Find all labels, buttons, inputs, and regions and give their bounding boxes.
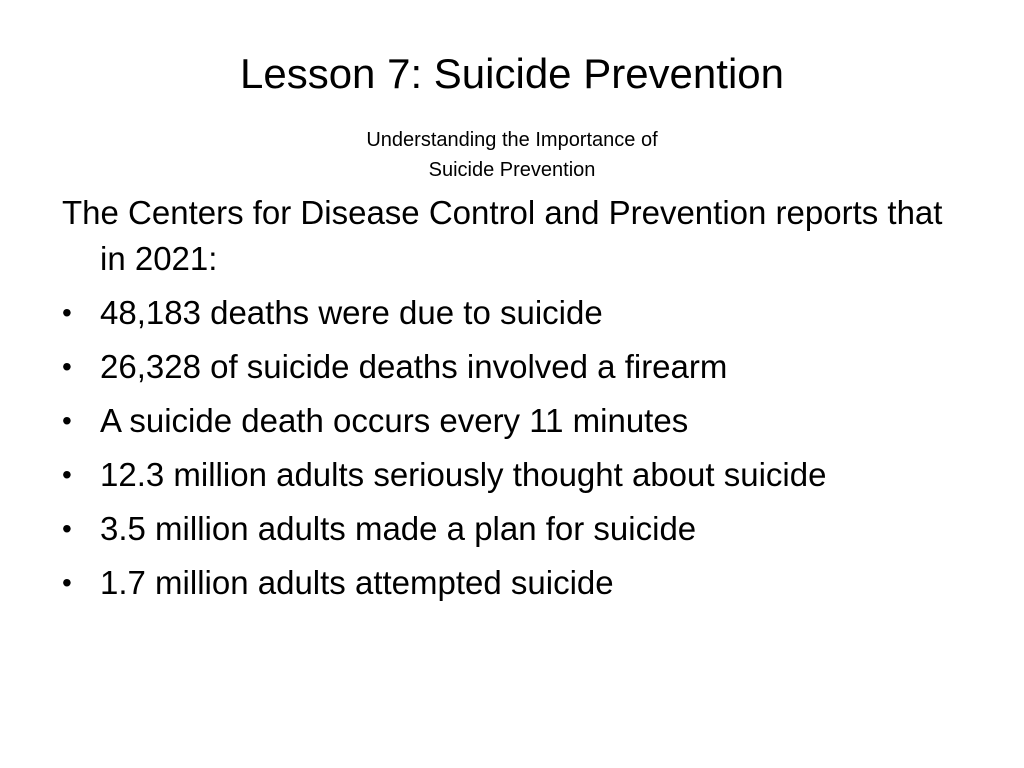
- slide-subtitle: [312, 125, 712, 185]
- slide-title: Lesson 7: Suicide Prevention: [239, 50, 784, 97]
- bullet-item: [62, 398, 962, 444]
- bullet-item: [62, 344, 962, 390]
- bullet-item: [62, 506, 962, 552]
- bullet-icon: •: [62, 567, 72, 598]
- subtitle-line-2: Suicide Prevention: [428, 159, 596, 181]
- slide-body: [62, 190, 962, 614]
- bullet-icon: •: [62, 351, 72, 382]
- bullet-item: [62, 452, 962, 498]
- bullet-icon: •: [62, 513, 72, 544]
- bullet-icon: •: [62, 297, 72, 328]
- subtitle-line-1: Understanding the Importance of: [366, 129, 658, 151]
- bullet-icon: •: [62, 459, 72, 490]
- intro-text: The Centers for Disease Control and Prevention reports that in 2021:: [62, 194, 943, 277]
- bullet-list: [62, 290, 962, 606]
- bullet-text: 3.5 million adults made a plan for suicide: [100, 510, 697, 547]
- bullet-text: 26,328 of suicide deaths involved a firearm: [100, 348, 728, 385]
- bullet-text: 48,183 deaths were due to suicide: [100, 294, 603, 331]
- bullet-icon: •: [62, 405, 72, 436]
- bullet-text: 1.7 million adults attempted suicide: [100, 564, 614, 601]
- bullet-item: [62, 560, 962, 606]
- bullet-text: 12.3 million adults seriously thought about suicide: [100, 456, 827, 493]
- bullet-text: A suicide death occurs every 11 minutes: [100, 402, 689, 439]
- bullet-item: [62, 290, 962, 336]
